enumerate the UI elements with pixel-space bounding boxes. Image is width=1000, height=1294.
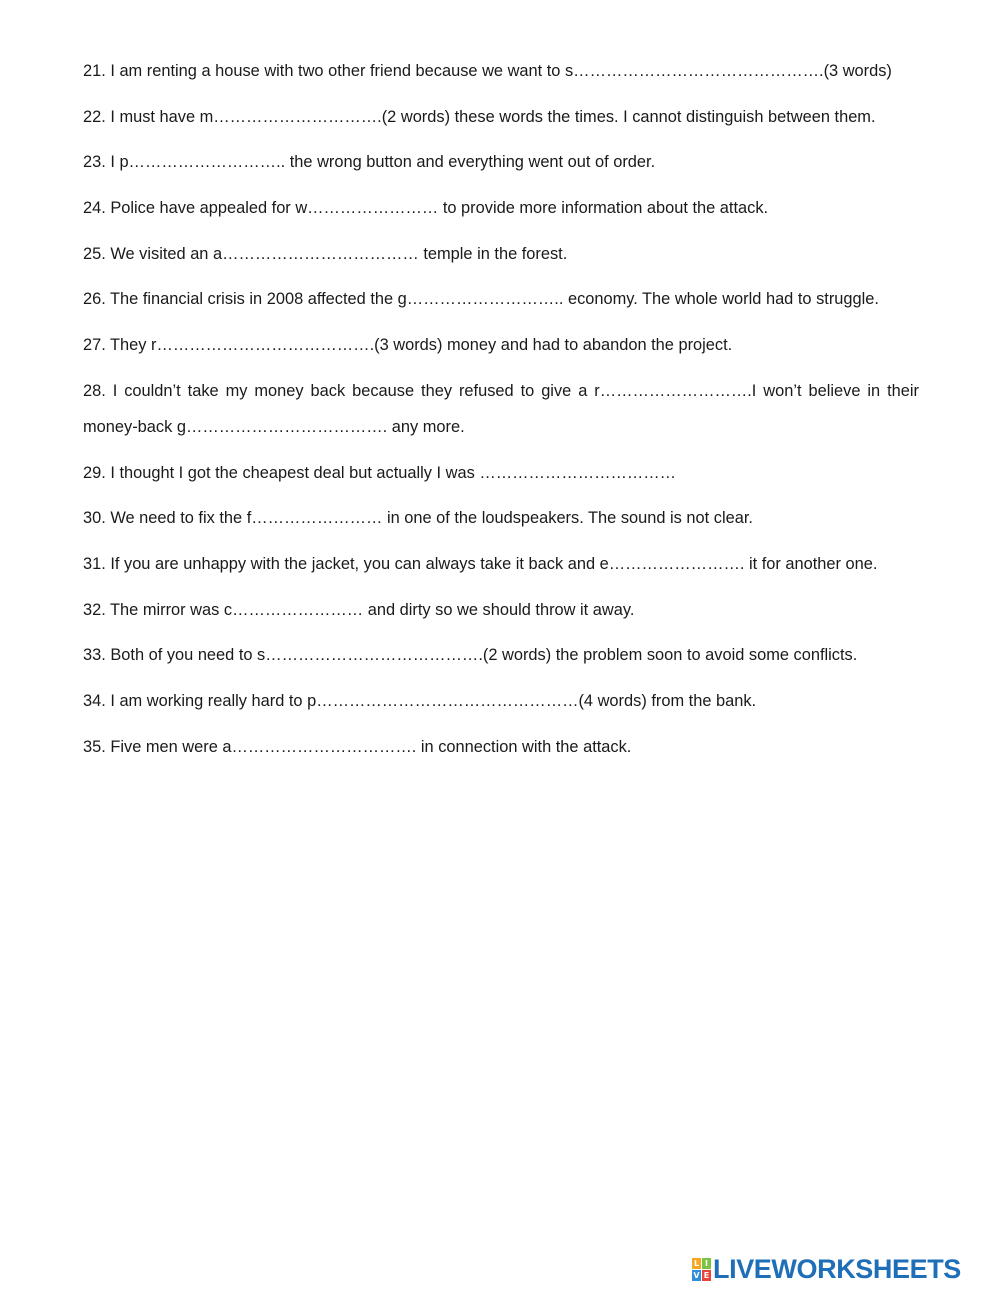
question-23: 23. I p……………………….. the wrong button and everything went out of order. xyxy=(83,153,656,172)
question-33: 33. Both of you need to s………………………………….(2 words) the problem soon to avoid some conflicts. xyxy=(83,646,858,665)
question-30: 30. We need to fix the f…………………… in one of the loudspeakers. The sound is not clear. xyxy=(83,509,753,528)
logo-mark-letter: L xyxy=(693,1258,700,1268)
question-35: 35. Five men were a……………………………. in connection with the attack. xyxy=(83,737,632,756)
question-27: 27. They r………………………………….(3 words) money and had to abandon the project. xyxy=(83,336,733,355)
question-25: 25. We visited an a……………………………… temple in the forest. xyxy=(83,244,568,263)
question-29: 29. I thought I got the cheapest deal but actually I was ……………………………… xyxy=(83,463,677,482)
worksheet-questions xyxy=(83,58,919,779)
liveworksheets-logo-icon xyxy=(692,1258,711,1281)
question-32: 32. The mirror was c…………………… and dirty so we should throw it away. xyxy=(83,600,635,619)
liveworksheets-logo xyxy=(692,1255,961,1283)
logo-mark-letter: V xyxy=(693,1270,700,1280)
logo-mark-letter: E xyxy=(703,1270,710,1280)
question-26: 26. The financial crisis in 2008 affected the g……………………….. economy. The whole world had to struggle. xyxy=(83,290,879,309)
question-28: 28. I couldn’t take my money back because they refused to give a r……………………….I won’t believe in their money-back g………………………………. any more. xyxy=(83,381,919,436)
question-21: 21. I am renting a house with two other friend because we want to s……………………………………….(3 words) xyxy=(83,62,892,80)
logo-mark-letter: I xyxy=(702,1258,711,1269)
question-24: 24. Police have appealed for w…………………… to provide more information about the attack. xyxy=(83,199,769,218)
logo-text: LIVEWORKSHEETS xyxy=(713,1254,961,1284)
question-34: 34. I am working really hard to p…………………………………………(4 words) from the bank. xyxy=(83,691,757,710)
question-31: 31. If you are unhappy with the jacket, you can always take it back and e……………………. it for another one. xyxy=(83,554,878,573)
question-22: 22. I must have m………………………….(2 words) these words the times. I cannot distinguish between them. xyxy=(83,107,876,126)
